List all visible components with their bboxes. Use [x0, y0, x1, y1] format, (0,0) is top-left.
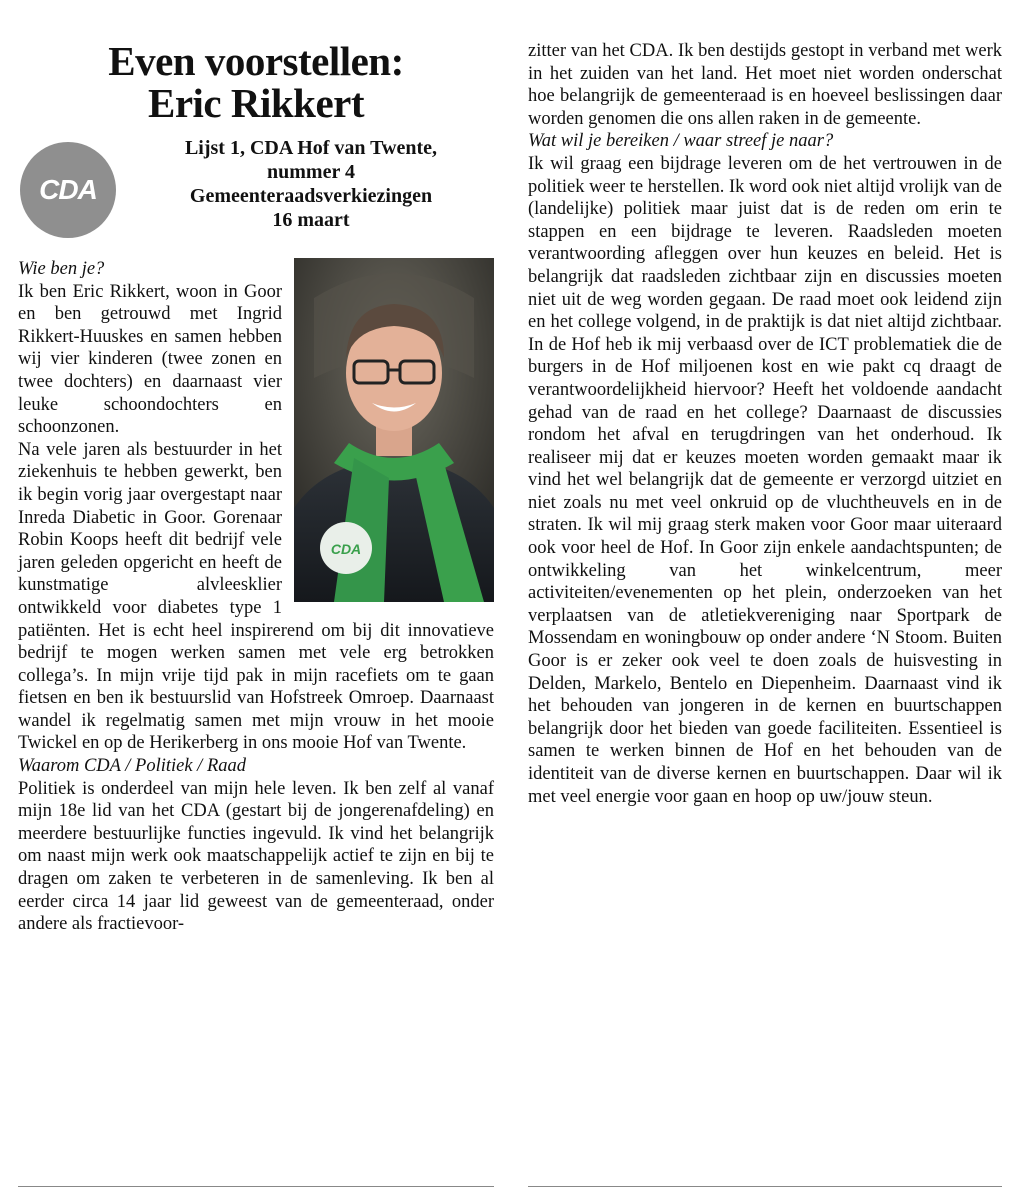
cda-logo-icon [20, 142, 116, 238]
cda-logo-text: CDA [39, 174, 97, 205]
question-why: Waarom CDA / Politiek / Raad [18, 756, 246, 777]
paragraph-politics-continued: zitter van het CDA. Ik ben destijds gestopt in verband met werk in het zuiden van het land. Het moet niet worden onderschat hoe belangrijk de gemeenteraad is en hoeveel beslissingen daar worden genomen die ons allen raken in de gemeente. [528, 41, 1002, 129]
right-body [528, 40, 1002, 808]
headline-line-1: Even voorstellen: [108, 38, 404, 84]
subheading-text [128, 136, 494, 232]
portrait-illustration-icon [294, 258, 494, 602]
subheading-line-4: 16 maart [272, 209, 350, 231]
subheading-line-2: nummer 4 [267, 161, 355, 183]
scarf-logo-text: CDA [330, 541, 362, 557]
paragraph-intro: Ik ben Eric Rikkert, woon in Goor en ben getrouwd met Ingrid Rikkert-Huuskes en samen hebben wij vier kinderen (twee zonen en twee dochters) en daarnaast vier leuke schoondochters en schoonzonen. [18, 281, 282, 438]
paragraph-career: Na vele jaren als bestuurder in het ziekenhuis te hebben gewerkt, ben ik begin vorig jaar overgestapt naar Inreda Diabetic in Goor. Gorenaar Robin Koops heeft dit bedrijf vele jaren geleden opgericht en heeft de kunstmatige alvleesklier ontwikkeld voor diabetes type 1 patiënten. Het is echt heel inspirerend om bij dit innovatieve bedrijf te mogen werken samen met vele erg betrokken collega’s. In mijn vrije tijd pak in mijn racefiets om te gaan fietsen en ben ik bestuurslid van Hofstreek Omroep. Daarnaast wandel ik regelmatig samen met mijn vrouw in het mooie Twickel en op de Herikerberg in ons mooie Hof van Twente. [18, 439, 494, 754]
headline-line-2: Eric Rikkert [147, 80, 365, 126]
right-column [528, 40, 1002, 808]
subheading-line-3: Gemeenteraadsverkiezingen [189, 185, 433, 207]
headline [18, 40, 494, 124]
paragraph-goals: Ik wil graag een bijdrage leveren om de het vertrouwen in de politiek weer te herstellen. Ik word ook niet altijd vrolijk van de (landelijke) politiek maar juist dat is de reden om erin te stappen en een bijdrage te leveren. Raadsleden moeten verantwoording afleggen over hun keuzes en beleid. Het is belangrijk dat raadsleden zichtbaar zijn en discussies moeten niet uit de weg worden gegaan. De raad moet ook leidend zijn en het college volgend, in de praktijk is dat niet altijd zichtbaar. In de Hof heb ik mij verbaasd over de ICT problematiek die de burgers in de Hof miljoenen kost en wie pakt cq draagt de verantwoordelijkheid hiervoor? Heeft het voldoende aandacht gehad van de raad en het college? Daarnaast de discussies rondom het afval en terugdringen van het onderhoud. Ik realiseer mij dat er keuzes moeten worden gemaakt maar ik vind het wel belangrijk dat de gemeente er verzorgd uitziet en niet zoals nu met veel onkruid op de vluchtheuvels en in de straten. Ik wil mij graag sterk maken voor Goor maar uiteraard ook voor heel de Hof. In Goor zijn enkele aandachtspunten; de ontwikkeling van het winkelcentrum, meer activiteiten/evenementen op het plein, onderzoeken van het verplaatsen van de atletiekvereniging naar Sportpark de Mossendam en woningbouw op onder andere ‘N Stoom. Buiten Goor is er zeker ook veel te doen zoals de huisvesting in Delden, Markelo, Bentelo en Diepenheim. Daarnaast vind ik het behouden van jongeren in de kernen en buurtschappen belangrijk door het bieden van goede faciliteiten. Essentieel is samen te werken binnen de Hof en het behouden van de identiteit van de diverse kernen en buurtschappen. Daar wil ik met veel energie voor gaan en hoop op uw/jouw steun. [528, 153, 1002, 807]
paragraph-politics: Politiek is onderdeel van mijn hele leven. Ik ben zelf al vanaf mijn 18e lid van het CDA (gestart bij de jongerenafdeling) en meerdere bestuurlijke functies ingevuld. Ik vind het belangrijk om naast mijn werk ook maatschappelijk actief te zijn en bij te dragen om zaken te verbeteren in de samenleving. Ik ben al eerder circa 14 jaar lid geweest van de gemeenteraad, onder andere als fractievoor- [18, 778, 494, 935]
bottom-rule-left [18, 1186, 494, 1187]
portrait-photo [294, 258, 494, 602]
question-who: Wie ben je? [18, 259, 105, 279]
left-column [18, 40, 494, 936]
question-goals: Wat wil je bereiken / waar streef je naar? [528, 131, 834, 152]
bottom-rule-right [528, 1186, 1002, 1187]
subheading-block [18, 136, 494, 258]
subheading-line-1: Lijst 1, CDA Hof van Twente, [184, 137, 438, 159]
left-body [18, 258, 494, 936]
